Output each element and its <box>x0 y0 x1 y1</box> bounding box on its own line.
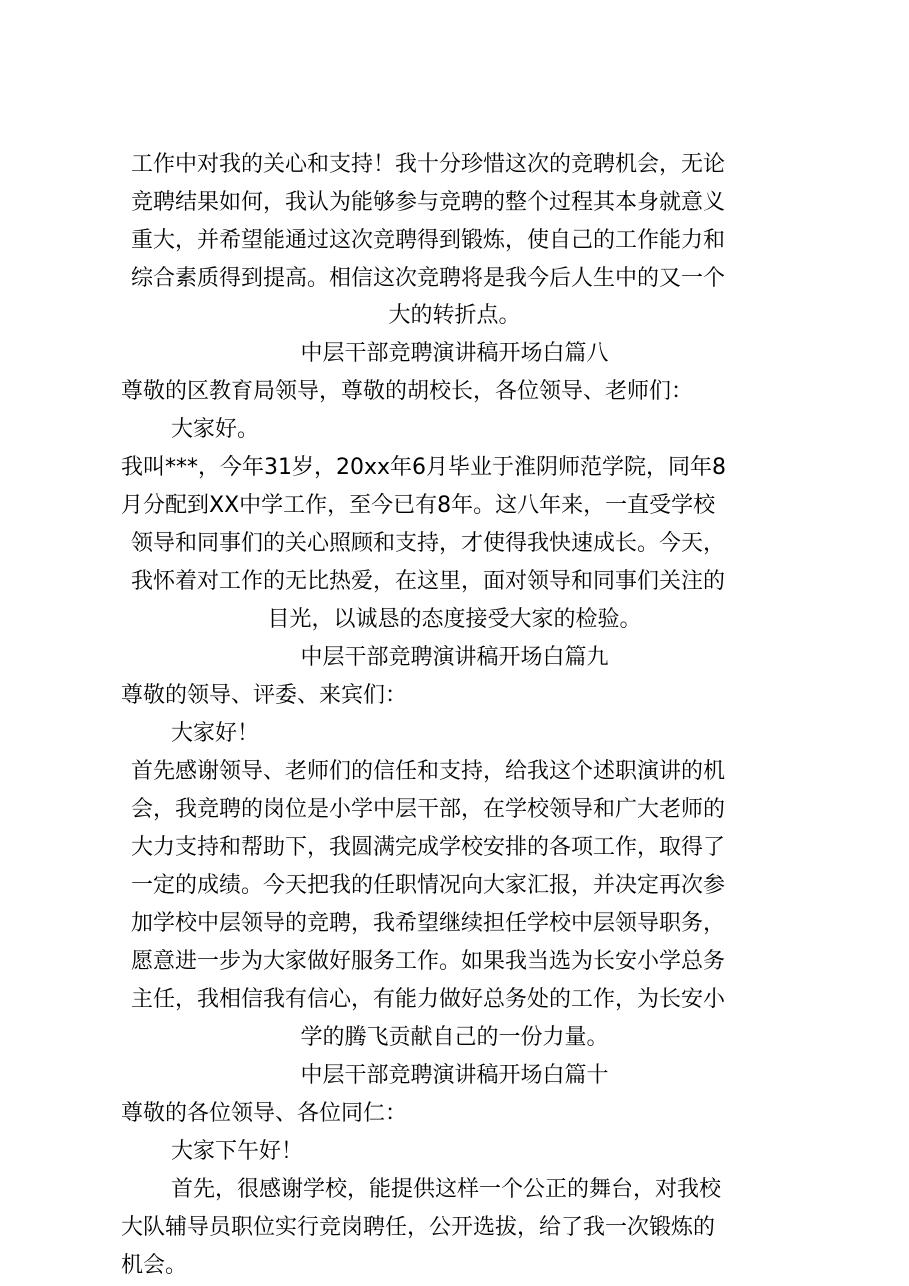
paragraph-line: 主任，我相信我有信心，有能力做好总务处的工作，为长安小 <box>131 987 726 1012</box>
paragraph-line: 综合素质得到提高。相信这次竞聘将是我今后人生中的又一个 <box>131 266 726 291</box>
paragraph-line: 我怀着对工作的无比热爱，在这里，面对领导和同事们关注的 <box>131 569 726 594</box>
paragraph-line: 首先，很感谢学校，能提供这样一个公正的舞台，对我校 <box>171 1177 722 1202</box>
paragraph-line: 大力支持和帮助下，我圆满完成学校安排的各项工作，取得了 <box>131 835 726 860</box>
paragraph-line: 大的转折点。 <box>388 303 521 328</box>
paragraph-line: 月分配到XX中学工作，至今已有8年。这八年来，一直受学校 <box>121 493 716 518</box>
paragraph-line: 学的腾飞贡献自己的一份力量。 <box>300 1025 609 1050</box>
greeting: 大家下午好！ <box>171 1139 304 1164</box>
section-heading: 中层干部竞聘演讲稿开场白篇八 <box>300 341 609 366</box>
salutation: 尊敬的区教育局领导，尊敬的胡校长，各位领导、老师们： <box>121 379 694 404</box>
salutation: 尊敬的领导、评委、来宾们： <box>121 683 408 708</box>
paragraph-line: 重大，并希望能通过这次竞聘得到锻炼，使自己的工作能力和 <box>131 228 726 253</box>
paragraph-line: 目光，以诚恳的态度接受大家的检验。 <box>267 607 642 632</box>
greeting: 大家好！ <box>171 721 260 746</box>
salutation: 尊敬的各位领导、各位同仁： <box>121 1101 408 1126</box>
paragraph-line: 首先感谢领导、老师们的信任和支持，给我这个述职演讲的机 <box>131 759 726 784</box>
paragraph-line: 加学校中层领导的竞聘，我希望继续担任学校中层领导职务， <box>131 911 726 936</box>
section-heading: 中层干部竞聘演讲稿开场白篇九 <box>300 645 609 670</box>
paragraph-line: 一定的成绩。今天把我的任职情况向大家汇报，并决定再次参 <box>131 873 726 898</box>
paragraph-line: 领导和同事们的关心照顾和支持，才使得我快速成长。今天， <box>131 531 726 556</box>
paragraph-line: 会，我竞聘的岗位是小学中层干部，在学校领导和广大老师的 <box>131 797 726 822</box>
greeting: 大家好。 <box>171 417 260 442</box>
paragraph-line: 工作中对我的关心和支持！我十分珍惜这次的竞聘机会，无论 <box>131 152 726 177</box>
paragraph-line: 竞聘结果如何，我认为能够参与竞聘的整个过程其本身就意义 <box>131 190 726 215</box>
paragraph-line: 大队辅导员职位实行竞岗聘任，公开选拔，给了我一次锻炼的 <box>121 1215 716 1240</box>
paragraph-line: 我叫***，今年31岁，20xx年6月毕业于淮阴师范学院，同年8 <box>121 455 727 480</box>
paragraph-line: 机会。 <box>121 1253 188 1278</box>
section-heading: 中层干部竞聘演讲稿开场白篇十 <box>300 1063 609 1088</box>
paragraph-line: 愿意进一步为大家做好服务工作。如果我当选为长安小学总务 <box>131 949 726 974</box>
